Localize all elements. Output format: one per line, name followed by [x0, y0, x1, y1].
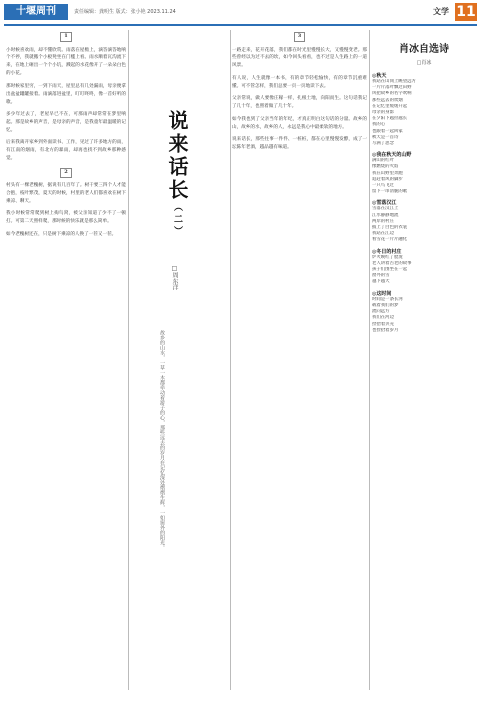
poem-line: 越下越大: [372, 279, 390, 285]
masthead: 十堰周刊: [4, 4, 68, 20]
poem-line: 在记忆里缓缓升起: [372, 103, 408, 109]
essay-paragraph: 后来我离开家乡到外面读书、工作，见过了许多地方的雨，有江南的烟雨，有北方的暴雨，却再也找不到故乡那种感觉。: [6, 140, 126, 162]
poem-heading: ◎雪落汉江: [372, 200, 397, 207]
poem-heading: ◎这时间: [372, 290, 392, 297]
essay-paragraph: 如今我也到了父亲当年的年纪，才真正明白这句话的分量。故乡的山，故乡的水，故乡的人，永远是我心中最柔软的地方。: [232, 116, 367, 130]
section-name: 文学: [433, 7, 449, 16]
poem-line: 孩子们围坐在一起: [372, 267, 408, 273]
poem-line: 一只鸟飞过: [372, 183, 394, 189]
poem-heading: ◎冬日的村庄: [372, 248, 402, 255]
poem-line: 我站在江边: [372, 231, 394, 237]
poem-line: 流向远方: [372, 309, 390, 315]
poem-line: 时间是一条长河: [372, 296, 403, 302]
poem-line: 窗外的雪: [372, 273, 390, 279]
poems-column: [372, 30, 476, 690]
poem-line: 江水静静地流: [372, 212, 399, 218]
poem-line: 母亲的身影: [372, 110, 394, 116]
poem-line: 披上了白色的衣裳: [372, 225, 408, 231]
poem-line: 秋天是一首诗: [372, 134, 399, 140]
poem-line: 我们在河边: [372, 315, 394, 321]
poem-line: 载着我们的梦: [372, 302, 399, 308]
essay-paragraph: 说来话长，那些往事一件件、一桩桩，都在心里慢慢发酵，成了一坛陈年老酒，越品越有味道。: [232, 137, 367, 150]
essay-column-1: [6, 30, 126, 690]
poem-line: 在夕阳下越拉越长: [372, 116, 408, 122]
essay-author: □周东洋: [171, 265, 178, 290]
poem-line: 我的心: [372, 122, 386, 128]
essay-paragraph: 如今老槐树还在，只是树下乘凉的人换了一茬又一茬。: [6, 231, 117, 237]
header-meta: 责任编辑：龚明生 版式：张小艳 2023.11.24: [74, 9, 176, 15]
poem-line: 留下一串清脆的歌: [372, 189, 408, 195]
poem-line: 风把故乡的名字吹响: [372, 91, 412, 97]
poems-author: □肖冰: [416, 60, 432, 66]
essay-paragraph: 那时候家里穷，一到下雨天，屋里总有几处漏雨，母亲便拿出盆盆罐罐接着。雨滴落进盆里，叮叮咚咚，像一首好听的歌。: [6, 83, 126, 105]
poem-line: 那些远去的炊烟: [372, 97, 403, 103]
essay-paragraph: 一路走来，花开花落，我们都在时光里慢慢长大，又慢慢变老。那些曾经以为过不去的坎，如今回头看看，也不过是人生路上的一道风景。: [232, 47, 367, 69]
poem-line: 看雪花一片片融化: [372, 237, 408, 243]
poem-line: 像燃烧的火焰: [372, 164, 399, 170]
essay-paragraph: 多少年过去了，老屋早已不在，可那雨声却常常在梦里响起。那是故乡的声音，是母亲的声音，是我童年最温暖的记忆。: [6, 112, 126, 133]
poem-line: 一片片落叶飘过田野: [372, 85, 412, 91]
poem-line: 捡拾着贝壳: [372, 321, 394, 327]
essay-paragraph: 父亲常说，做人要像庄稼一样，扎根土地，向阳而生。这句话我记了几十年，也照着做了几十年。: [232, 96, 367, 110]
poem-line: 也跟着一起回家: [372, 128, 403, 134]
poem-line: 写满了思念: [372, 141, 394, 147]
poem-line: 雪落在汉江上: [372, 206, 399, 212]
column-divider: [128, 30, 129, 690]
poem-line: 也捡拾着岁月: [372, 327, 399, 333]
poem-line: 我在山野里奔跑: [372, 170, 403, 176]
section-number: 3: [232, 32, 367, 42]
section-number: 2: [6, 168, 126, 178]
poem-heading: ◎我在秋天的山野: [372, 152, 412, 159]
poems-title: 肖冰自选诗: [399, 44, 449, 55]
poem-heading: ◎秋天: [372, 73, 387, 79]
poem-line: 我站在山岗上眺望远方: [372, 79, 416, 84]
column-divider: [369, 30, 370, 690]
essay-paragraph: 小时候喜欢雨，却不懂欣赏。雨落在屋檐上，滴答滴答地响个不停，我就搬个小板凳坐在门槛上看。雨水顺着瓦沟流下来，在地上砸出一个个小坑，溅起的水花像开了一朵朵白色的小花。: [6, 47, 126, 77]
page-number: 11: [456, 4, 476, 20]
poem-line: 老人讲着古老的故事: [372, 260, 412, 266]
essay-paragraph: 有人说，人生就像一本书，有的章节轻松愉快，有的章节沉重难懂。可不管怎样，我们总要一页一页地读下去。: [232, 75, 367, 89]
essay-paragraph: 村头有一棵老槐树，据说有几百年了。树干要三四个人才能合抱，枝叶繁茂，夏天的时候，村里的老人们都喜欢在树下乘凉、聊天。: [6, 183, 126, 204]
poem-line: 追赶着风的脚步: [372, 176, 403, 182]
essay-title: 说来话长（二）: [165, 110, 189, 238]
header-rule: [4, 24, 477, 26]
poem-line: 炉火映红了脸庞: [372, 254, 403, 260]
section-number: 1: [6, 32, 126, 42]
poem-groups: [372, 72, 476, 334]
essay-column-2: [232, 30, 367, 690]
pull-quote: 故乡的山水，一草一木都牵动着游子的心，那些远去的岁月在记忆深处熠熠生辉，一如窗外的阳光。: [159, 330, 165, 550]
poem-line: 两岸的村庄: [372, 218, 394, 224]
essay-paragraph: 我小时候常常爬到树上掏鸟窝，被父亲知道了少不了一顿打。可第二天照样爬，那时候的快乐就是那么简单。: [6, 211, 126, 225]
column-divider: [230, 30, 231, 690]
essay-title-block: [130, 30, 228, 690]
poem-line: 满山的红叶: [372, 158, 394, 164]
